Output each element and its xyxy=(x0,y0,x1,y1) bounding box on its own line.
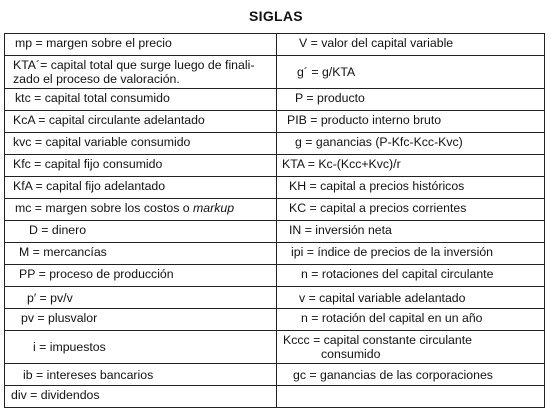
table-cell: V = valor del capital variable xyxy=(277,34,545,56)
cell-text: consumido xyxy=(321,347,381,361)
table-cell: ipi = índice de precios de la inversión xyxy=(277,243,545,265)
table-cell: v = capital variable adelantado xyxy=(277,287,545,309)
table-row xyxy=(5,221,545,243)
table-cell: P = producto xyxy=(277,89,545,111)
table-row xyxy=(5,199,545,221)
table-cell: i = impuestos xyxy=(5,331,277,364)
table-cell xyxy=(277,331,545,364)
table-row xyxy=(5,56,545,89)
table-row xyxy=(5,34,545,56)
cell-text: Kccc = capital constante circulante xyxy=(283,333,472,347)
table-cell: n = rotación del capital en un año xyxy=(277,309,545,331)
table-row xyxy=(5,177,545,199)
table-cell: KTA = Kc-(Kcc+Kvc)/r xyxy=(277,155,545,177)
table-row xyxy=(5,265,545,287)
table-row xyxy=(5,331,545,364)
table-cell: gc = ganancias de las corporaciones xyxy=(277,364,545,386)
table-cell: ktc = capital total consumido xyxy=(5,89,277,111)
table-cell: M = mercancías xyxy=(5,243,277,265)
table-cell: div = dividendos xyxy=(5,386,277,408)
cell-text: mc = margen sobre los costos o xyxy=(15,201,194,215)
table-row xyxy=(5,155,545,177)
table-cell: KfA = capital fijo adelantado xyxy=(5,177,277,199)
table-row xyxy=(5,111,545,133)
table-row xyxy=(5,364,545,386)
table-cell: IN = inversión neta xyxy=(277,221,545,243)
table-cell: p′ = pv/v xyxy=(5,287,277,309)
table-row xyxy=(5,287,545,309)
table-cell: kvc = capital variable consumido xyxy=(5,133,277,155)
table-cell: g´ = g/KTA xyxy=(277,56,545,89)
table-cell: g = ganancias (P-Kfc-Kcc-Kvc) xyxy=(277,133,545,155)
table-cell: D = dinero xyxy=(5,221,277,243)
table-cell: KC = capital a precios corrientes xyxy=(277,199,545,221)
table-cell xyxy=(277,386,545,408)
table-cell xyxy=(5,199,277,221)
siglas-table xyxy=(4,33,545,408)
table-cell: mp = margen sobre el precio xyxy=(5,34,277,56)
cell-text-italic: markup xyxy=(193,201,235,215)
table-cell: pv = plusvalor xyxy=(5,309,277,331)
table-row xyxy=(5,309,545,331)
table-cell: PP = proceso de producción xyxy=(5,265,277,287)
table-cell: Kfc = capital fijo consumido xyxy=(5,155,277,177)
table-cell: KTA´= capital total que surge luego de finali- zado el proceso de valoración. xyxy=(5,56,277,89)
table-cell: PIB = producto interno bruto xyxy=(277,111,545,133)
table-row xyxy=(5,386,545,408)
page-title: SIGLAS xyxy=(249,8,303,24)
table-row xyxy=(5,89,545,111)
table-cell: KcA = capital circulante adelantado xyxy=(5,111,277,133)
table-row xyxy=(5,243,545,265)
table-cell: KH = capital a precios históricos xyxy=(277,177,545,199)
table-cell: ib = intereses bancarios xyxy=(5,364,277,386)
table-row xyxy=(5,133,545,155)
table-cell: n = rotaciones del capital circulante xyxy=(277,265,545,287)
